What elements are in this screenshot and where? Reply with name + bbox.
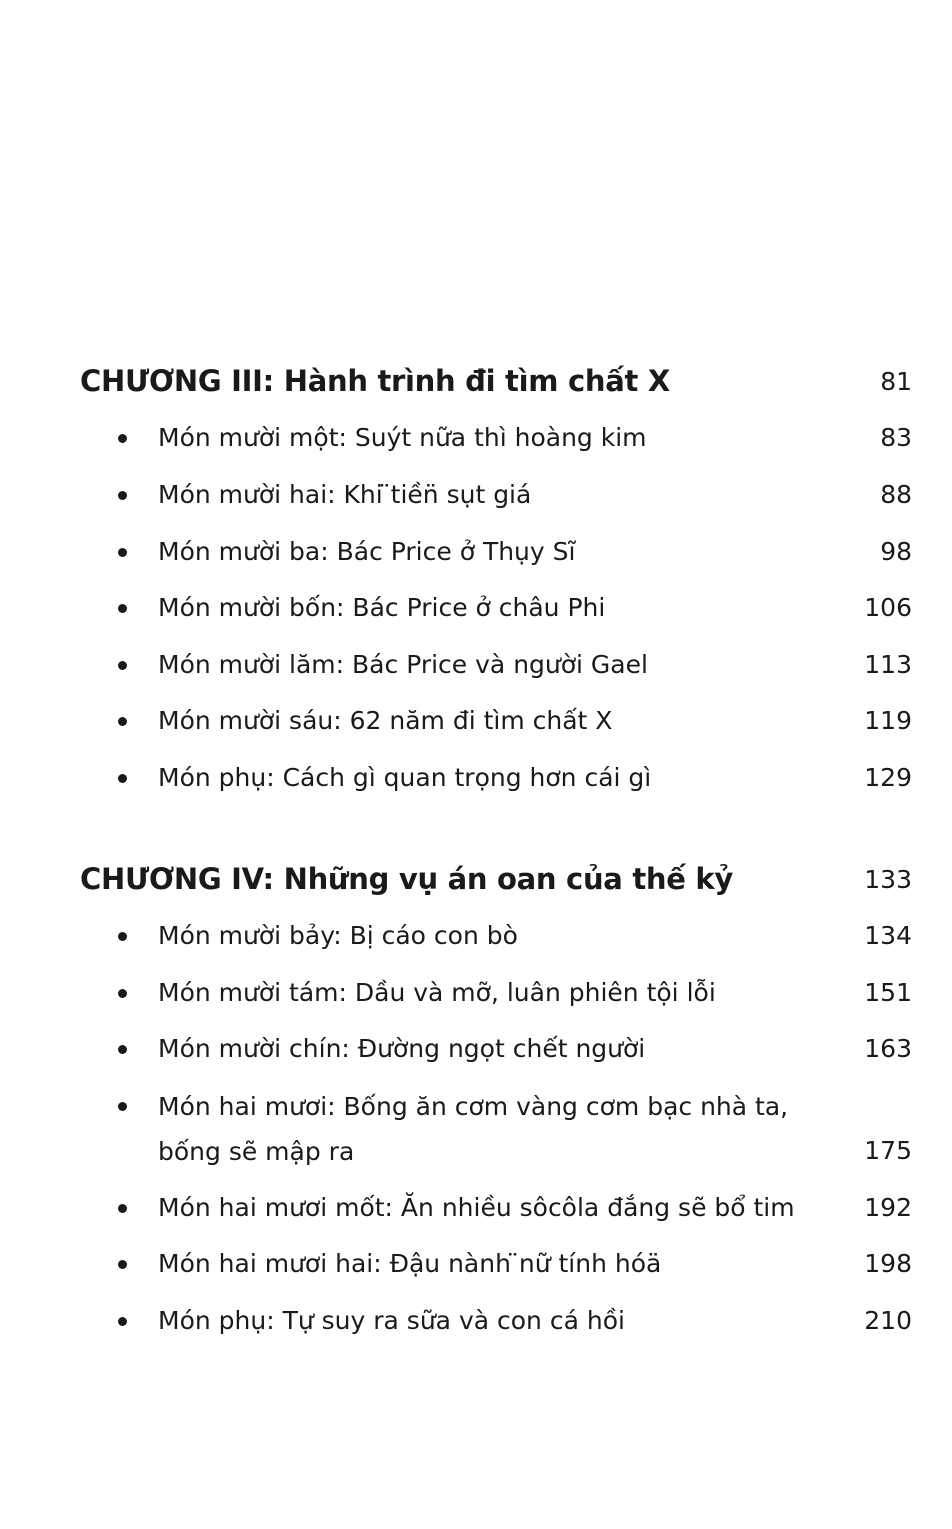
entry-page-number: 113 bbox=[864, 650, 912, 679]
entry-page-number: 198 bbox=[864, 1249, 912, 1278]
bullet-icon bbox=[118, 434, 127, 443]
entry-page-number: 151 bbox=[864, 978, 912, 1007]
bullet-icon bbox=[118, 1317, 127, 1326]
entry-title: Món hai mươi mốt: Ăn nhiều sôcôla đắng sẽ bổ tim bbox=[158, 1193, 795, 1222]
bullet-icon bbox=[118, 1045, 127, 1054]
chapter-title: CHƯƠNG IV: Những vụ án oan của thế kỷ bbox=[80, 862, 734, 896]
entry-title: Món phụ: Cách gì quan trọng hơn cái gì bbox=[158, 763, 652, 792]
bullet-icon bbox=[118, 491, 127, 500]
entry-title: Món mười ba: Bác Price ở Thụy Sĩ bbox=[158, 537, 576, 566]
entry-title: Món hai mươi: Bống ăn cơm vàng cơm bạc nhà ta, bống sẽ mập ra bbox=[158, 1092, 789, 1166]
entry-title: Món mười một: Suýt nữa thì hoàng kim bbox=[158, 423, 647, 452]
entry-page-number: 88 bbox=[880, 480, 912, 509]
bullet-icon bbox=[118, 1204, 127, 1213]
chapter-page-number: 133 bbox=[864, 865, 912, 894]
entry-page-number: 134 bbox=[864, 921, 912, 950]
entry-page-number: 192 bbox=[864, 1193, 912, 1222]
entry-title: Món mười tám: Dầu và mỡ, luân phiên tội lỗi bbox=[158, 978, 716, 1007]
entry-page-number: 175 bbox=[864, 1136, 912, 1165]
chapter-heading bbox=[80, 364, 912, 408]
entry-title: Món phụ: Tự suy ra sữa và con cá hồi bbox=[158, 1306, 625, 1335]
chapter-heading bbox=[80, 862, 912, 906]
entry-title: Món mười lăm: Bác Price và người Gael bbox=[158, 650, 648, 679]
entry-title: Món mười sáu: 62 năm đi tìm chất X bbox=[158, 706, 613, 735]
bullet-icon bbox=[118, 604, 127, 613]
entry-page-number: 83 bbox=[880, 423, 912, 452]
entry-title: Món mười chín: Đường ngọt chết người bbox=[158, 1034, 646, 1063]
entry-page-number: 210 bbox=[864, 1306, 912, 1335]
bullet-icon bbox=[118, 1102, 127, 1111]
bullet-icon bbox=[118, 548, 127, 557]
entry-title: Món mười hai: Khi ̈tiền̈ sụt giá bbox=[158, 480, 532, 509]
entry-page-number: 163 bbox=[864, 1034, 912, 1063]
entry-title: Món mười bảy: Bị cáo con bò bbox=[158, 921, 518, 950]
bullet-icon bbox=[118, 1260, 127, 1269]
entry-title: Món mười bốn: Bác Price ở châu Phi bbox=[158, 593, 606, 622]
chapter-page-number: 81 bbox=[880, 367, 912, 396]
entry-page-number: 119 bbox=[864, 706, 912, 735]
entry-page-number: 129 bbox=[864, 763, 912, 792]
bullet-icon bbox=[118, 774, 127, 783]
chapter-title: CHƯƠNG III: Hành trình đi tìm chất X bbox=[80, 364, 670, 398]
bullet-icon bbox=[118, 717, 127, 726]
entry-page-number: 98 bbox=[880, 537, 912, 566]
entry-title: Món hai mươi hai: Đậu nành ̈nữ tính hóä bbox=[158, 1249, 662, 1278]
bullet-icon bbox=[118, 989, 127, 998]
bullet-icon bbox=[118, 932, 127, 941]
entry-page-number: 106 bbox=[864, 593, 912, 622]
bullet-icon bbox=[118, 661, 127, 670]
